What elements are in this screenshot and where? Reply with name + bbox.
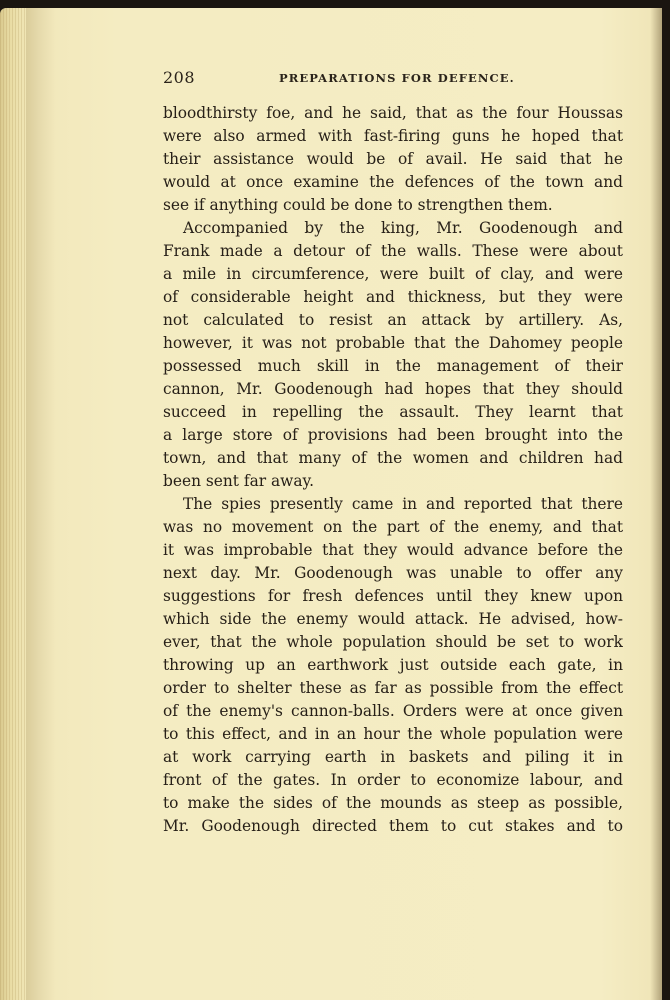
text-line: suggestions for fresh defences until they knew upon bbox=[163, 587, 623, 605]
text-line: bloodthirsty foe, and he said, that as the four Houssas bbox=[163, 104, 623, 122]
text-line: succeed in repelling the assault. They learnt that bbox=[163, 403, 623, 421]
text-line: throwing up an earthwork just outside each gate, in bbox=[163, 656, 623, 674]
text-line: were also armed with fast-firing guns he hoped that bbox=[163, 127, 623, 145]
running-title: PREPARATIONS FOR DEFENCE. bbox=[279, 71, 515, 85]
text-line: at work carrying earth in baskets and piling it in bbox=[163, 748, 623, 766]
right-edge-shadow bbox=[650, 8, 662, 1000]
text-line: of considerable height and thickness, but they were bbox=[163, 288, 623, 306]
text-line: which side the enemy would attack. He advised, how- bbox=[163, 610, 623, 628]
text-line: been sent far away. bbox=[163, 472, 315, 490]
spine-shadow bbox=[26, 8, 56, 1000]
text-line: a large store of provisions had been brought into the bbox=[163, 426, 623, 444]
text-line: their assistance would be of avail. He said that he bbox=[163, 150, 623, 168]
book-page bbox=[0, 8, 662, 1000]
page-number: 208 bbox=[163, 68, 196, 87]
text-line: however, it was not probable that the Dahomey people bbox=[163, 334, 623, 352]
text-line: ever, that the whole population should be set to work bbox=[163, 633, 623, 651]
text-line: Accompanied by the king, Mr. Goodenough and bbox=[183, 219, 623, 237]
text-line: Frank made a detour of the walls. These were about bbox=[163, 242, 623, 260]
text-line: next day. Mr. Goodenough was unable to offer any bbox=[163, 564, 623, 582]
text-line: possessed much skill in the management of their bbox=[163, 357, 623, 375]
text-line: to this effect, and in an hour the whole population were bbox=[163, 725, 623, 743]
text-line: a mile in circumference, were built of clay, and were bbox=[163, 265, 623, 283]
body-text bbox=[163, 102, 623, 838]
page-edges bbox=[0, 8, 26, 1000]
text-line: it was improbable that they would advance before the bbox=[163, 541, 623, 559]
text-line: The spies presently came in and reported that there bbox=[183, 495, 623, 513]
text-line: cannon, Mr. Goodenough had hopes that they should bbox=[163, 380, 623, 398]
text-line: was no movement on the part of the enemy, and that bbox=[163, 518, 623, 536]
text-line: see if anything could be done to strengthen them. bbox=[163, 196, 553, 214]
text-line: front of the gates. In order to economize labour, and bbox=[163, 771, 623, 789]
text-line: town, and that many of the women and children had bbox=[163, 449, 623, 467]
text-line: to make the sides of the mounds as steep as possible, bbox=[163, 794, 623, 812]
running-header bbox=[163, 68, 623, 92]
text-line: not calculated to resist an attack by artillery. As, bbox=[163, 311, 623, 329]
text-line: Mr. Goodenough directed them to cut stakes and to bbox=[163, 817, 623, 835]
text-line: order to shelter these as far as possible from the effect bbox=[163, 679, 623, 697]
text-line: would at once examine the defences of the town and bbox=[163, 173, 623, 191]
text-line: of the enemy's cannon-balls. Orders were at once given bbox=[163, 702, 623, 720]
